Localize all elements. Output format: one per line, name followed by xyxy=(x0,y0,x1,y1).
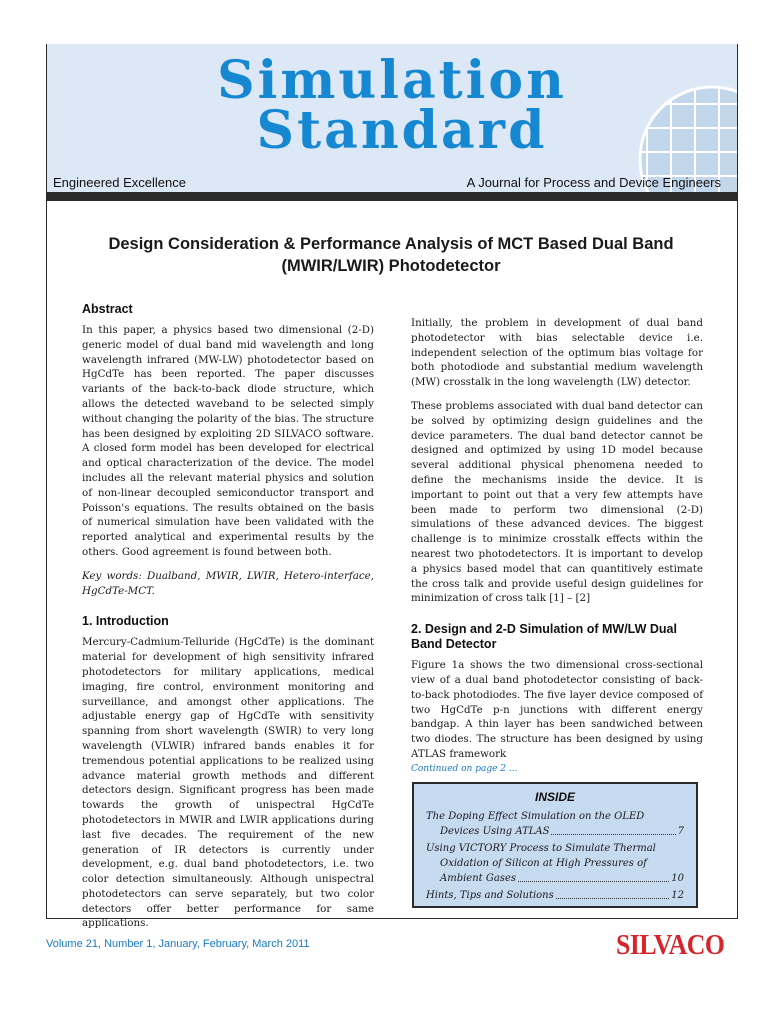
toc-entry-title: The Doping Effect Simulation on the OLED xyxy=(426,811,645,822)
masthead-divider xyxy=(46,192,738,201)
section-2-text: Figure 1a shows the two dimensional cross-sectional view of a dual band photodetector consisting of back-to-back photodiodes. The five layer device composed of two HgCdTe p-n junctions with different energy bandgap. A thin layer has been sandwiched between two diodes. The structure has been designed by using ATLAS framework xyxy=(411,659,703,760)
toc-entry[interactable] xyxy=(426,841,684,886)
abstract-text: In this paper, a physics based two dimensional (2-D) generic model of dual band mid wavelength and long wavelength infrared (MW-LW) photodetector based on HgCdTe has been reported. The paper discusses variants of the back-to-back diode structure, which allows the detected waveband to be selected simply without changing the polarity of the bias. The structure has been designed by exploiting 2D SILVACO software. A closed form model has been developed for electrical and optical characterization of the device. The model includes all the relevant material physics and solution of non-linear decoupled semiconductor transport and Poisson's equations. The results obtained on the basis of numerical simulation have been validated with the reported analytical and experimental results by the others. Good agreement is found between both. xyxy=(82,324,374,558)
article-title: Design Consideration & Performance Analysis of MCT Based Dual Band (MWIR/LWIR) Photodetector xyxy=(108,235,674,275)
journal-title-line2: Standard xyxy=(256,100,548,161)
toc-entry-title: Hints, Tips and Solutions xyxy=(426,890,554,901)
section-2-heading: 2. Design and 2-D Simulation of MW/LW Dual Band Detector xyxy=(411,622,677,652)
toc-entry[interactable] xyxy=(426,809,684,839)
toc-entry-title-cont: Ambient Gases xyxy=(440,873,516,884)
inside-box xyxy=(412,782,698,908)
toc-entry-title: Using VICTORY Process to Simulate Thermal xyxy=(426,843,656,854)
silvaco-logo: SILVACO xyxy=(616,930,725,961)
keywords: Key words: Dualband, MWIR, LWIR, Hetero-interface, HgCdTe-MCT. xyxy=(82,569,374,597)
left-column xyxy=(82,302,374,940)
toc-leader xyxy=(551,834,675,835)
introduction-text: Mercury-Cadmium-Telluride (HgCdTe) is the dominant material for development of high sensitivity infrared photodetectors for military applications, medical imaging, fire control, environment monitoring and surveillance, and amongst other applications. The adjustable energy gap of HgCdTe with sensitivity spanning from short wavelength (SWIR) to very long wavelength (VLWIR) infrared bands enables it for tremendous potential applications to be realized using advance material growth methods and different detectors design. Significant progress has been made towards the growth of unispectral HgCdTe photodetectors in MWIR and LWIR applications during last five decades. The requirement of the new generation of IR detectors is currently under development, e.g. dual band photodetectors, i.e. two color detection simultaneously. Although unispectral photodetectors can serve separately, but two color detectors offer better performance for same applications. xyxy=(82,636,374,930)
inside-heading: INSIDE xyxy=(534,790,575,804)
introduction-heading: 1. Introduction xyxy=(82,614,169,629)
tagline-left: Engineered Excellence xyxy=(53,175,186,190)
right-column xyxy=(411,316,703,771)
masthead xyxy=(46,44,738,192)
table-of-contents xyxy=(414,809,696,903)
toc-entry-page: 10 xyxy=(671,873,684,884)
journal-title-line1: Simulation xyxy=(217,50,567,111)
toc-leader xyxy=(556,898,670,899)
issue-info: Volume 21, Number 1, January, February, March 2011 xyxy=(46,938,310,950)
abstract-heading: Abstract xyxy=(82,302,133,316)
continued-link[interactable]: Continued on page 2 ... xyxy=(411,764,518,774)
toc-entry-page: 7 xyxy=(677,826,684,837)
toc-entry-page: 12 xyxy=(671,890,684,901)
right-paragraph-1: Initially, the problem in development of dual band photodetector with bias selectable device i.e. independent selection of the optimum bias voltage for both photodiode and substantial medium wavelength (MW) crosstalk in the long wavelength (LW) detector. xyxy=(411,317,703,389)
toc-leader xyxy=(518,881,669,882)
toc-entry[interactable] xyxy=(426,888,684,903)
tagline-right: A Journal for Process and Device Engineers xyxy=(466,175,721,190)
toc-entry-title-cont: Devices Using ATLAS xyxy=(440,826,550,837)
right-paragraph-2: These problems associated with dual band detector can be solved by optimizing design guidelines and the device parameters. The dual band detector cannot be designed and optimized by using 1D model because several additional physical phenomena needed to define the mechanisms inside the device. It is important to point out that a very few attempts have been made to perform two dimensional (2-D) simulations of these advanced devices. The biggest challenge is to minimize crosstalk effects within the nearest two photodetectors. It is important to develop a physics based model that can quantitively estimate the cross talk and provide useful design guidelines for minimization of cross talk [1] – [2] xyxy=(411,399,703,605)
toc-entry-title-cont: Oxidation of Silicon at High Pressures of xyxy=(440,858,647,869)
